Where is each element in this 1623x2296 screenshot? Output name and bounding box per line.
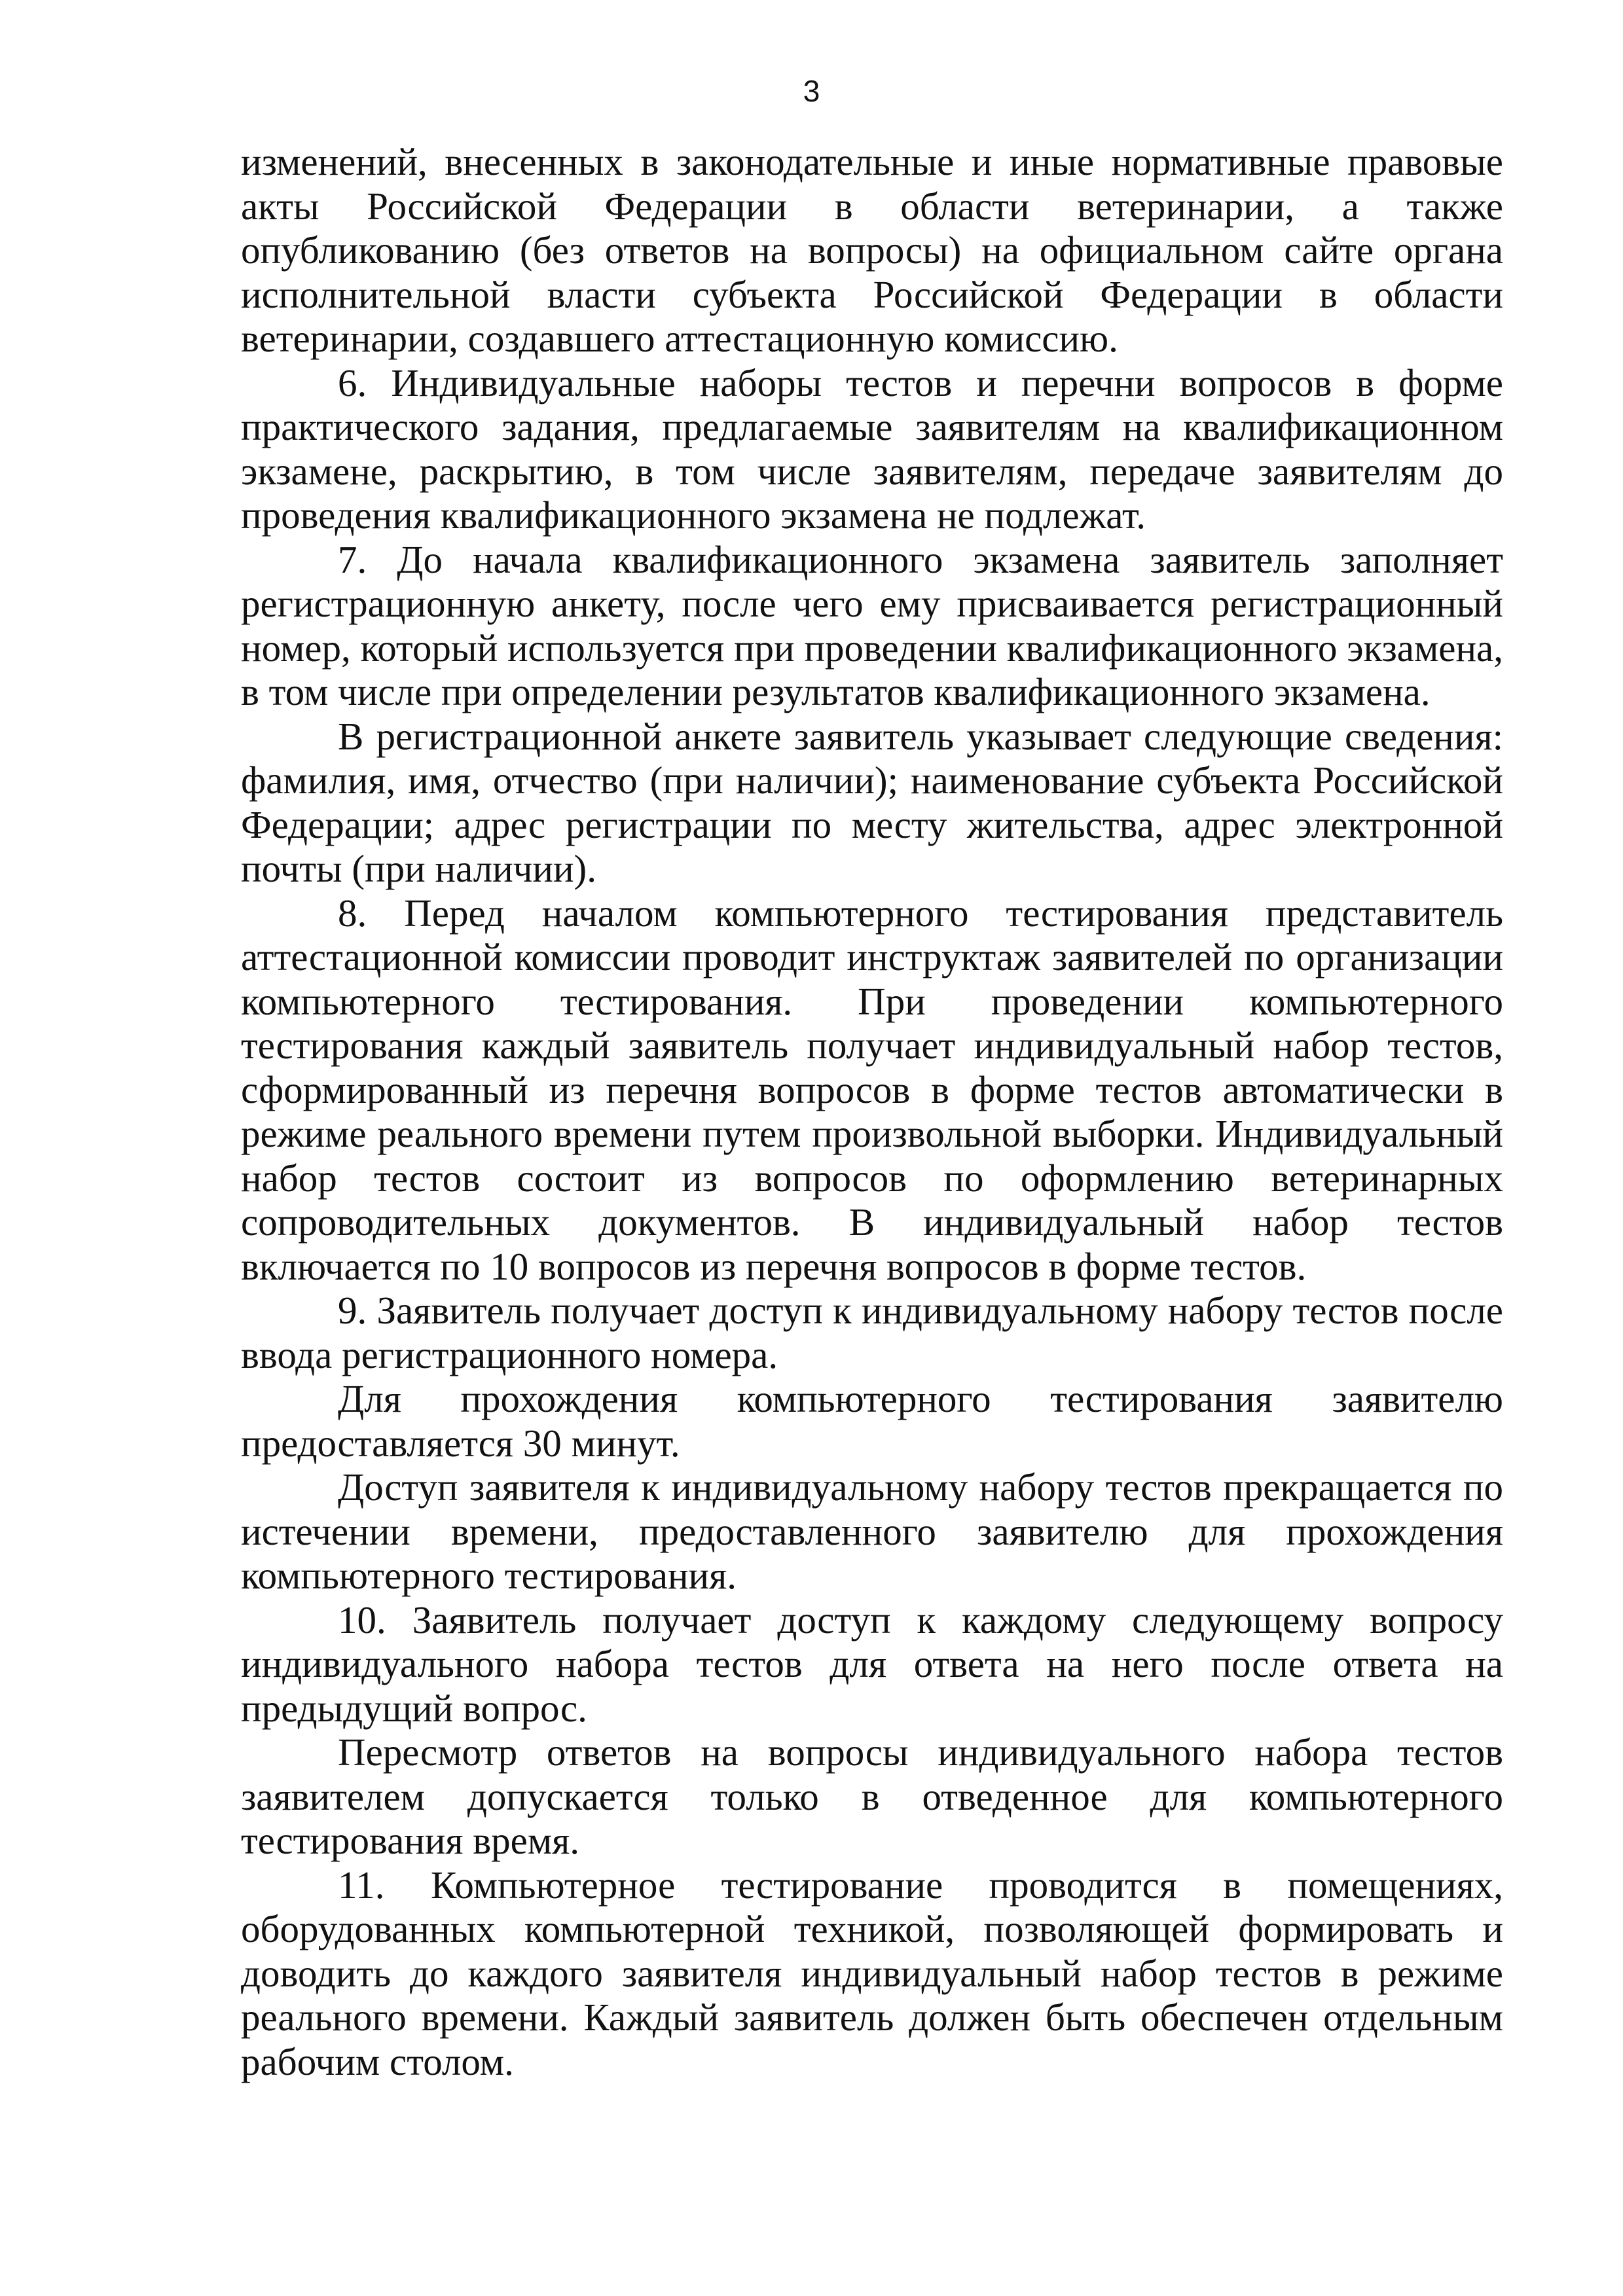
document-body bbox=[241, 140, 1503, 2084]
paragraph-item-11: 11. Компьютерное тестирование проводится в помещениях, оборудованных компьютерной техникой, позволяющей формировать и доводить до каждого заявителя индивидуальный набор тестов в режиме реального времени. Каждый заявитель должен быть обеспечен отдельным рабочим столом. bbox=[241, 1863, 1503, 2083]
paragraph-time-limit: Для прохождения компьютерного тестирования заявителю предоставляется 30 минут. bbox=[241, 1377, 1503, 1465]
paragraph-registration-form: В регистрационной анкете заявитель указывает следующие сведения: фамилия, имя, отчество (при наличии); наименование субъекта Российской Федерации; адрес регистрации по месту жительства, адрес электронной почты (при наличии). bbox=[241, 714, 1503, 890]
paragraph-item-7: 7. До начала квалификационного экзамена заявитель заполняет регистрационную анкету, после чего ему присваивается регистрационный номер, который используется при проведении квалификационного экзамена, в том числе при определении результатов квалификационного экзамена. bbox=[241, 537, 1503, 713]
paragraph-item-8: 8. Перед началом компьютерного тестирования представитель аттестационной комиссии проводит инструктаж заявителей по организации компьютерного тестирования. При проведении компьютерного тестирования каждый заявитель получает индивидуальный набор тестов, сформированный из перечня вопросов в форме тестов автоматически в режиме реального времени путем произвольной выборки. Индивидуальный набор тестов состоит из вопросов по оформлению ветеринарных сопроводительных документов. В индивидуальный набор тестов включается по 10 вопросов из перечня вопросов в форме тестов. bbox=[241, 891, 1503, 1288]
page-number: 3 bbox=[803, 74, 820, 108]
paragraph-item-9: 9. Заявитель получает доступ к индивидуальному набору тестов после ввода регистрационного номера. bbox=[241, 1289, 1503, 1376]
paragraph-item-6: 6. Индивидуальные наборы тестов и перечни вопросов в форме практического задания, предлагаемые заявителям на квалификационном экзамене, раскрытию, в том числе заявителям, передаче заявителям до проведения квалификационного экзамена не подлежат. bbox=[241, 361, 1503, 537]
paragraph-item-10: 10. Заявитель получает доступ к каждому следующему вопросу индивидуального набора тестов для ответа на него после ответа на предыдущий вопрос. bbox=[241, 1598, 1503, 1730]
paragraph-continuation: изменений, внесенных в законодательные и иные нормативные правовые акты Российской Федерации в области ветеринарии, а также опубликованию (без ответов на вопросы) на официальном сайте органа исполнительной власти субъекта Российской Федерации в области ветеринарии, создавшего аттестационную комиссию. bbox=[241, 140, 1503, 360]
paragraph-review-answers: Пересмотр ответов на вопросы индивидуального набора тестов заявителем допускается только в отведенное для компьютерного тестирования время. bbox=[241, 1731, 1503, 1862]
paragraph-access-end: Доступ заявителя к индивидуальному набору тестов прекращается по истечении времени, предоставленного заявителю для прохождения компьютерного тестирования. bbox=[241, 1465, 1503, 1597]
